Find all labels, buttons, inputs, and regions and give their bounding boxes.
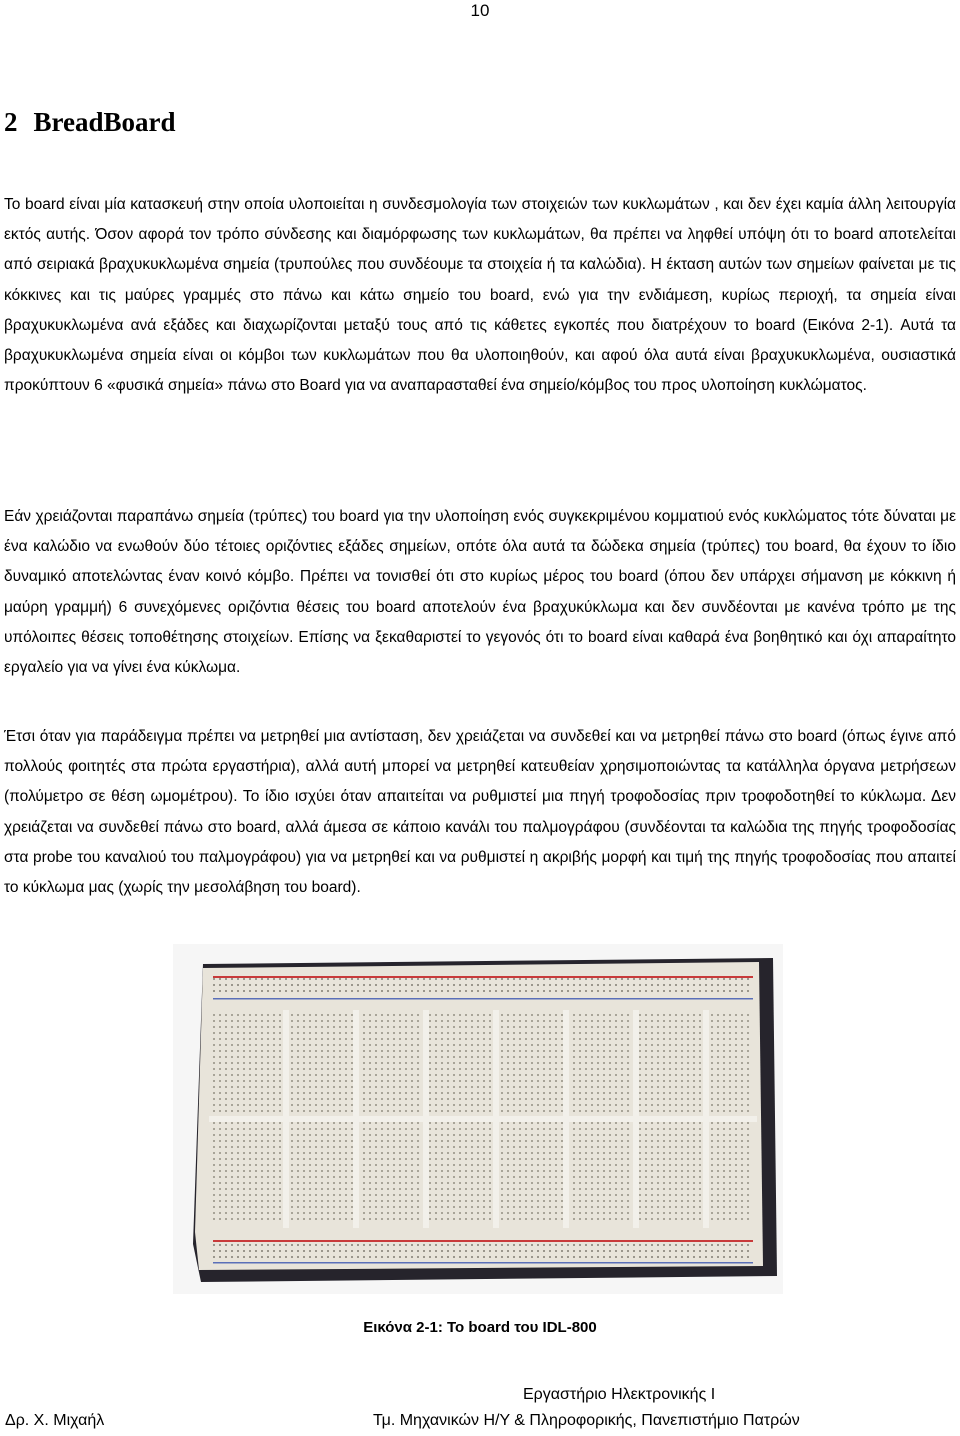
footer-author: Δρ. Χ. Μιχαήλ [5,1412,105,1429]
section-number: 2 [4,107,18,137]
paragraph-board-description: Το board είναι μία κατασκευή στην οποία υλοποιείται η συνδεσμολογία των στοιχειών των κυκλωμάτων , και δεν έχει καμία άλλη λειτουργία εκτός αυτής. Όσον αφορά τον τρόπο σύνδεσης και διαμόρφωσης των κυκλωμάτων, θα πρέπει να ληφθεί υπόψη ότι το board αποτελείται από σειριακά βραχυκυκλωμένα σημεία (τρυπούλες που συνδέουμε τα στοιχεία ή τα καλώδια). Η έκταση αυτών των σημείων φαίνεται με τις κόκκινες και τις μαύρες γραμμές στο πάνω και κάτω σημείο του board, ενώ για την ενδιάμεση, κυρίως περιοχή, τα σημεία είναι βραχυκυκλωμένα ανά εξάδες και διαχωρίζονται μεταξύ τους από τις κάθετες εγκοπές που διατρέχουν το board (Εικόνα 2-1). Αυτά τα βραχυκυκλωμένα σημεία είναι οι κόμβοι των κυκλωμάτων που θα υλοποιηθούν, και αφού όλα αυτά είναι βραχυκυκλωμένα, ουσιαστικά προκύπτουν 6 «φυσικά σημεία» πάνω στο Board για να αναπαρασταθεί ένα σημείο/κόμβος του προς υλοποίηση κυκλώματος. [4,196,956,395]
footer-course: Εργαστήριο Ηλεκτρονικής Ι [523,1386,716,1403]
footer-department: Τμ. Μηχανικών Η/Υ & Πληροφορικής, Πανεπιστήμιο Πατρών [373,1412,800,1429]
paragraph-extra-points: Εάν χρειάζονται παραπάνω σημεία (τρύπες) του board για την υλοποίηση ενός συγκεκριμένου κομματιού ενός κυκλώματος τότε δύναται με ένα καλώδιο να ενωθούν δύο τέτοιες οριζόντιες εξάδες σημείων, οπότε όλα αυτά τα δώδεκα σημεία (τρύπες) του board, θα έχουν το ίδιο δυναμικό αποτελώντας έναν κοινό κόμβο. Πρέπει να τονισθεί ότι στο κυρίως μέρος του board (όπου δεν υπάρχει σήμανση με κόκκινη ή μαύρη γραμμή) 6 συνεχόμενες οριζόντια θέσεις του board αποτελούν ένα βραχυκύκλωμα και δεν συνδέονται με κανένα τρόπο με της υπόλοιπες θέσεις τοποθέτησης στοιχείων. Επίσης να ξεκαθαριστεί το γεγονός ότι το board είναι καθαρά ένα βοηθητικό και όχι απαραίτητο εργαλείο για να γίνει ένα κύκλωμα. [4,508,956,677]
breadboard-photo [173,944,783,1294]
section-title: BreadBoard [33,107,176,137]
figure-caption: Εικόνα 2-1: Το board του IDL-800 [363,1319,597,1336]
paragraph-measurement-example: Έτσι όταν για παράδειγμα πρέπει να μετρηθεί μια αντίσταση, δεν χρειάζεται να συνδεθεί και να μετρηθεί πάνω στο board (όπως έγινε από πολλούς φοιτητές στα πρώτα εργαστήρια), αλλά αυτή μπορεί να μετρηθεί κατευθείαν χρησιμοποιώντας τα κατάλληλα όργανα μετρήσεων (πολύμετρο σε θέση ωμομέτρου). Το ίδιο ισχύει όταν απαιτείται να ρυθμιστεί μια πηγή τροφοδοσίας πριν τροφοδοτηθεί το κύκλωμα. Δεν χρειάζεται να συνδεθεί πάνω στο board, αλλά άμεσα σε κάποιο κανάλι του παλμογράφου (συνδέονται τα καλώδια της πηγής τροφοδοσίας στα probe του καναλιού του παλμογράφου) για να μετρηθεί και να ρυθμιστεί η ακριβής μορφή και τιμή της πηγής τροφοδοσίας που απαιτεί το κύκλωμα μας (χωρίς την μεσολάβηση του board). [4,728,956,897]
page-number: 10 [470,1,490,20]
section-heading [4,104,176,140]
